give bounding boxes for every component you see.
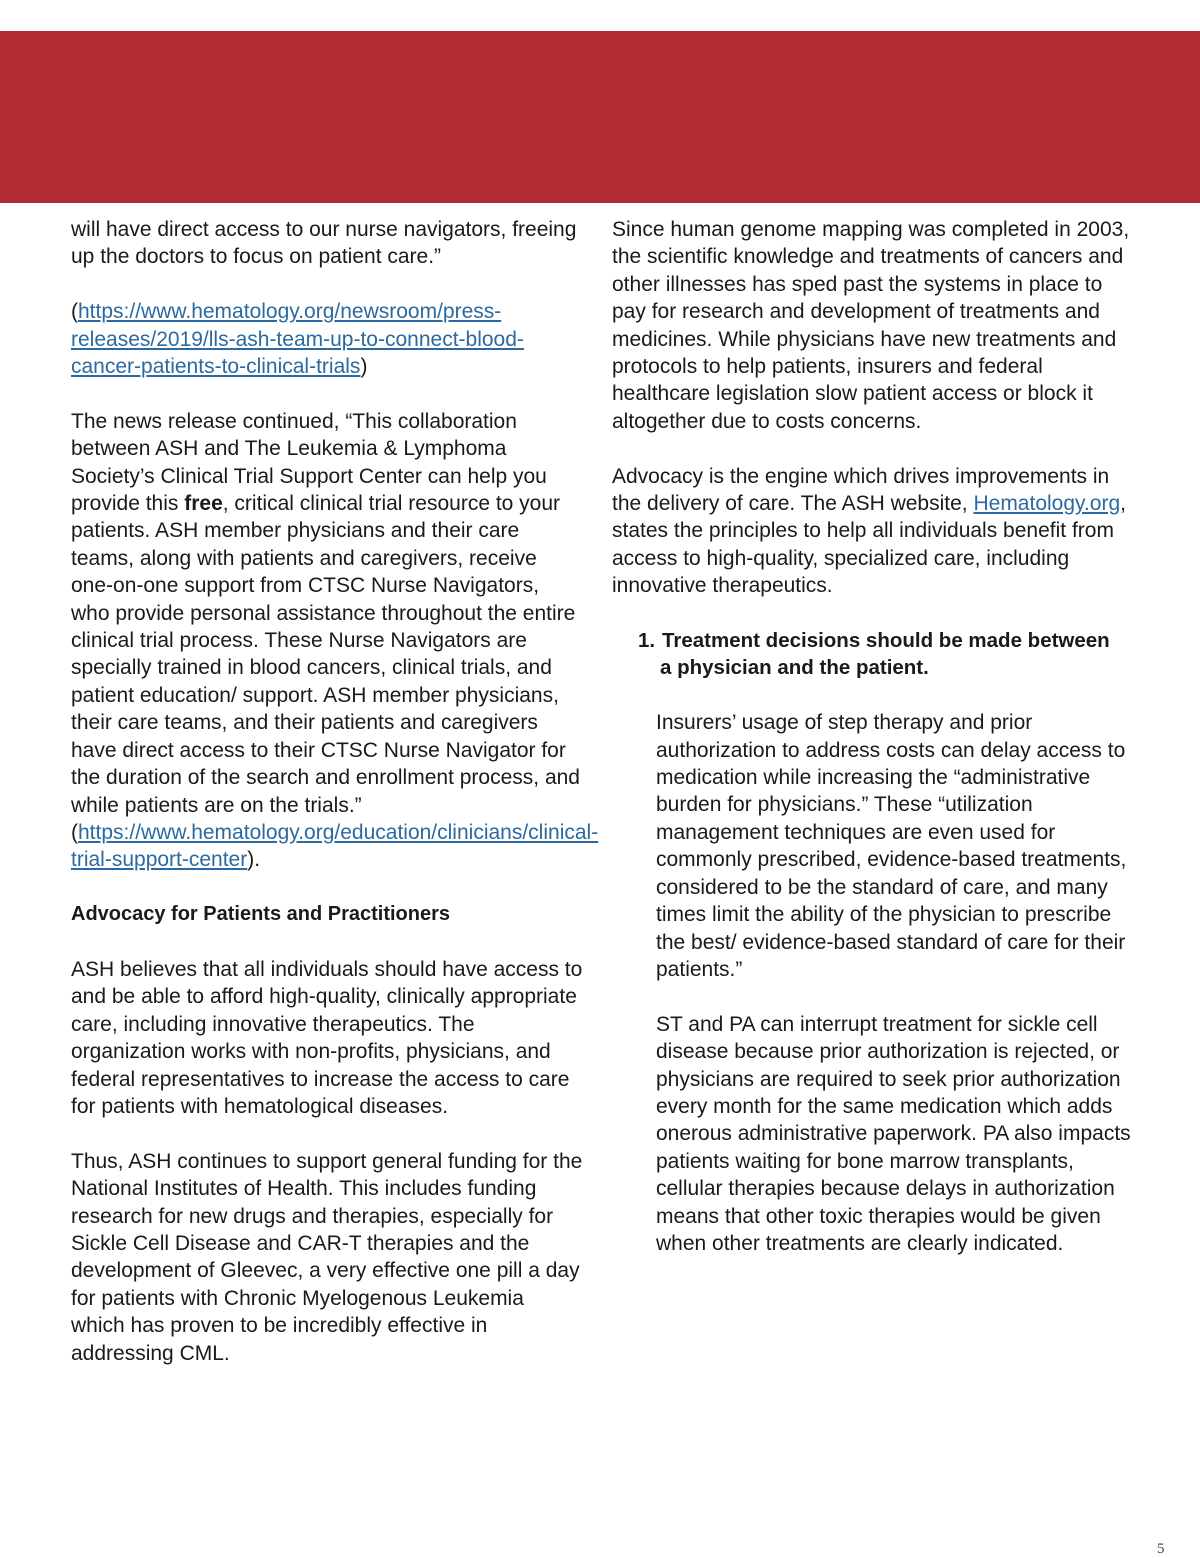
- paragraph-step-therapy: Insurers’ usage of step therapy and prior authorization to address costs can delay access to medication while increasing the “administrative burden for physicians.” These “utilization management techniques are even used for commonly prescribed, evidence-based treatments, considered to be the standard of care, and many times limit the ability of the physician to prescribe the best/ evidence-based standard of care for their patients.”: [656, 711, 1127, 981]
- hematology-link[interactable]: Hematology.org: [973, 492, 1121, 516]
- paragraph-news-release: The news release continued, “This collaboration between ASH and The Leukemia & Lymphoma Society’s Clinical Trial Support Center can help you provide this free, critical clinical trial resource to your patients. ASH member physicians and their care teams, along with patients and caregivers, receive one-on-one support from CTSC Nurse Navigators, who provide personal assistance throughout the entire clinical trial process. These Nurse Navigators are specially trained in blood cancers, clinical trials, and patient education/ support. ASH member physicians, their care teams, and their patients and caregivers have direct access to their CTSC Nurse Navigator for the duration of the search and enrollment process, and while patients are on the trials.” (https://www.hematology.org/education/clinicians/clinical-trial-support-center).: [71, 409, 599, 872]
- right-column: [612, 216, 1137, 1285]
- press-release-link[interactable]: https://www.hematology.org/newsroom/press-releases/2019/lls-ash-team-up-to-connect-blood-cancer-patients-to-clinical-trials: [71, 300, 524, 379]
- header-band: [0, 31, 1200, 203]
- paragraph-nih-funding: Thus, ASH continues to support general funding for the National Institutes of Health. This includes funding research for new drugs and therapies, especially for Sickle Cell Disease and CAR-T therapies and the development of Gleevec, a very effective one pill a day for patients with Chronic Myelogenous Leukemia which has proven to be incredibly effective in addressing CML.: [71, 1149, 583, 1365]
- left-column: [71, 216, 599, 1394]
- paragraph-advocacy: Advocacy is the engine which drives improvements in the delivery of care. The ASH website, Hematology.org, states the principles to help all individuals benefit from access to high-quality, specialized care, including innovative therapeutics.: [612, 464, 1126, 598]
- paragraph-st-pa: ST and PA can interrupt treatment for sickle cell disease because prior authorization is rejected, or physicians are required to seek prior authorization every month for the same medication which adds onerous administrative paperwork. PA also impacts patients waiting for bone marrow transplants, cellular therapies because delays in authorization means that other toxic therapies would be given when other treatments are clearly indicated.: [656, 1012, 1131, 1255]
- principle-item-1: 1. Treatment decisions should be made between a physician and the patient.: [638, 629, 1110, 680]
- ctsc-link[interactable]: https://www.hematology.org/education/clinicians/clinical-trial-support-center: [71, 820, 599, 872]
- paragraph-ash-beliefs: ASH believes that all individuals should have access to and be able to afford high-quality, clinically appropriate care, including innovative therapeutics. The organization works with non-profits, physicians, and federal representatives to increase the access to care for patients with hematological diseases.: [71, 957, 583, 1118]
- paragraph-link-1: (https://www.hematology.org/newsroom/press-releases/2019/lls-ash-team-up-to-connect-blood-cancer-patients-to-clinical-trials): [71, 300, 524, 379]
- section-heading: Advocacy for Patients and Practitioners: [71, 903, 451, 926]
- paragraph-genome: Since human genome mapping was completed in 2003, the scientific knowledge and treatments of cancers and other illnesses has sped past the systems in place to pay for research and development of treatments and medicines. While physicians have new treatments and protocols to help patients, insurers and federal healthcare legislation slow patient access or block it altogether due to costs concerns.: [612, 218, 1130, 433]
- page-number: 5: [1157, 1541, 1165, 1557]
- paragraph-quote-end: will have direct access to our nurse navigators, freeing up the doctors to focus on patient care.”: [71, 218, 577, 269]
